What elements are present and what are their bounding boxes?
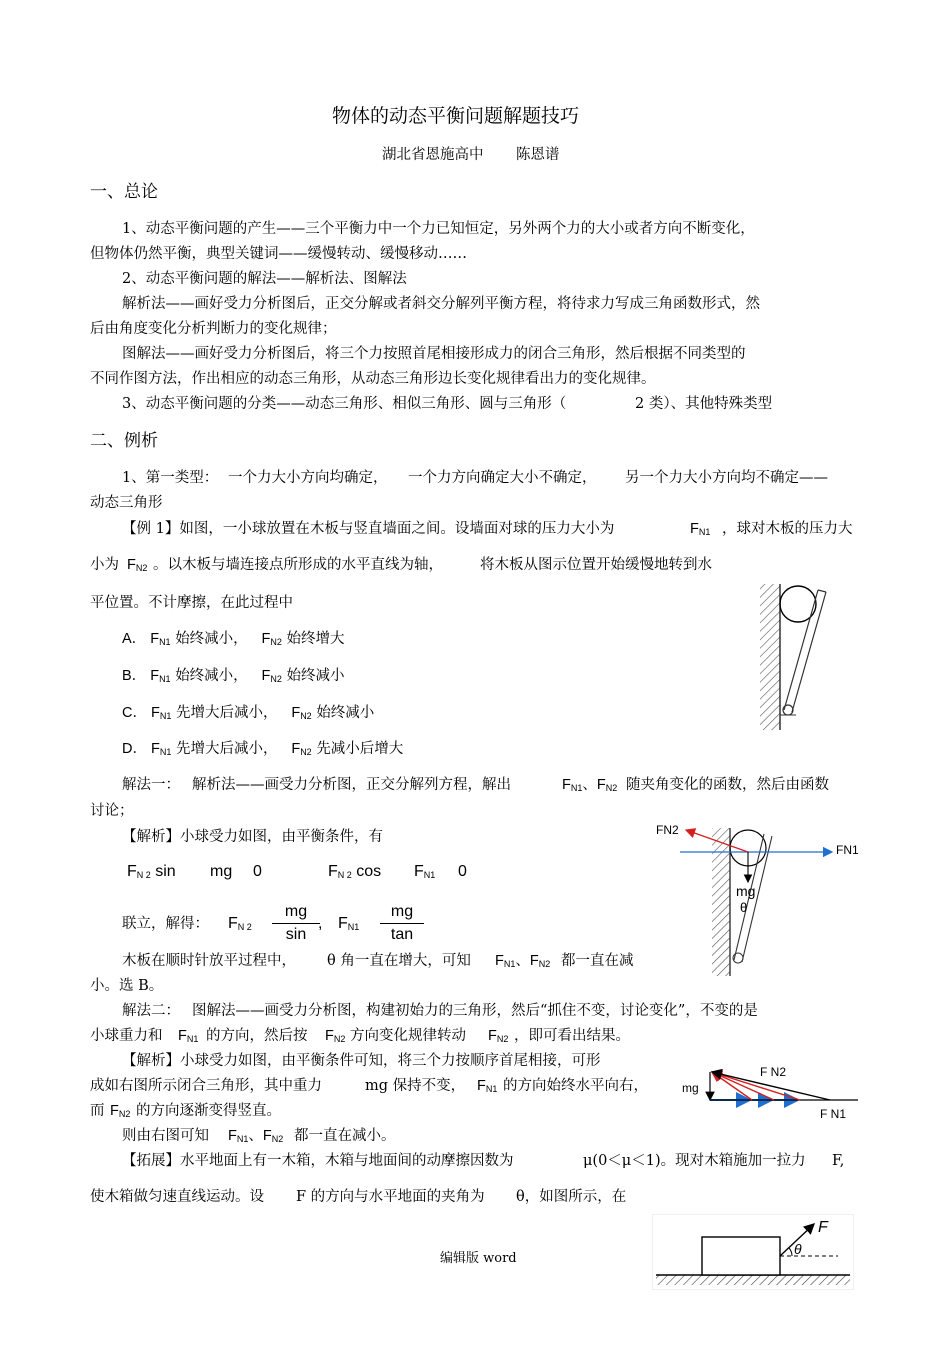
extension-text: F 的方向与水平地面的夹角为 [296,1189,485,1205]
solution-text: 解析法——画受力分析图，正交分解列方程，解出 [192,777,511,793]
board-edge [818,590,826,592]
angle-arc [789,1248,792,1256]
type-text: 另一个力大小方向均不确定—— [625,470,828,486]
ground-hatching [656,1275,850,1285]
board-edge [742,836,772,962]
analysis-text: 的方向始终水平向右， [503,1078,648,1094]
symbol-fn1: $F_{N1}$ [477,1078,498,1094]
equation-vertical: $F_{N 2}$ sin [127,863,176,880]
analysis-text: 而 [90,1103,105,1119]
result-fn1-symbol: $F_{N1}$ [338,915,360,932]
symbol-fn2: $F_{N2}$ [127,557,148,573]
wall-hatching [760,584,780,730]
analysis-text: 成如右图所示闭合三角形，其中重力 [90,1078,322,1094]
equation-horizontal: $F_{N 2}$ cos [328,863,382,880]
analysis-text: 的方向逐渐变得竖直。 [136,1103,281,1119]
section-heading-examples: 二、例析 [90,431,158,451]
symbol-fn2: $F_{N2}$ [325,1028,346,1044]
label-fn2: F N2 [760,1065,787,1079]
example-text: 平位置。不计摩擦，在此过程中 [90,595,293,611]
figure-force-triangle [680,1058,870,1124]
label-f: F [818,1219,828,1236]
solution-text: 小球重力和 [90,1028,163,1044]
paragraph: 后由角度变化分析判断力的变化规律； [90,321,337,337]
analysis-text: mg 保持不变， [365,1078,466,1094]
paragraph: 2 类）、其他特殊类型 [635,396,773,412]
solution-text: 的方向，然后按 [206,1028,308,1044]
symbols-fn1-fn2: $F_{N1}$、$F_{N2}$ [495,953,551,969]
analysis-text: 【解析】小球受力如图，由平衡条件可知，将三个力按顺序首尾相接，可形 [122,1053,601,1069]
option-d: D． $F_{N1}$ 先增大后减小， $F_{N2}$ 先减小后增大 [122,741,404,757]
symbol-fn1: $F_{N1}$ [178,1028,199,1044]
analysis-text: 【解析】小球受力如图，由平衡条件，有 [122,829,383,845]
figure-force-diagram [652,820,862,980]
conclusion-text: 小。选 B。 [90,978,164,994]
figure-box-pull [652,1214,854,1290]
section-heading-overview: 一、总论 [90,182,158,202]
label-fn2: FN2 [656,823,679,837]
option-c: C． $F_{N1}$ 先增大后减小， $F_{N2}$ 始终减小 [122,705,375,721]
fraction-fn2: mg sin [272,903,320,944]
board-edge [784,590,818,710]
type-text: 一个力方向确定大小不确定， [408,470,597,486]
option-a: A． $F_{N1}$ 始终减小， $F_{N2}$ 始终增大 [122,631,345,647]
example-text: 【例 1】如图，一小球放置在木板与竖直墙面之间。设墙面对球的压力大小为 [122,521,615,537]
symbols-fn1-fn2: $F_{N1}$、$F_{N2}$ [228,1128,284,1144]
paragraph: 图解法——画好受力分析图后，将三个力按照首尾相接形成力的闭合三角形，然后根据不同类型的 [122,346,746,362]
fraction-fn1: mg tan [380,903,424,944]
conclusion-text: 都一直在减 [561,953,634,969]
paragraph: 3、动态平衡问题的分类——动态三角形、相似三角形、圆与三角形（ [122,396,567,412]
equation-term: 0 [253,863,262,880]
conclusion-text: 木板在顺时针放平过程中， [122,953,296,969]
analysis-text: 则由右图可知 [122,1128,209,1144]
extension-text: 使木箱做匀速直线运动。设 [90,1189,264,1205]
solution-label: 解法一： [122,777,180,793]
label-theta: θ [740,900,748,915]
symbol-fn1: $F_{N1}$ [690,521,711,537]
label-theta: θ [794,1241,802,1257]
paragraph: 1、动态平衡问题的产生——三个平衡力中一个力已知恒定，另外两个力的大小或者方向不断变化， [122,221,755,237]
paragraph: 但物体仍然平衡，典型关键词——缓慢转动、缓慢移动…… [90,246,467,262]
paragraph: 不同作图方法，作出相应的动态三角形，从动态三角形边长变化规律看出力的变化规律。 [90,371,656,387]
equation-term: $F_{N1}$ [414,863,436,880]
example-text: ，球对木板的压力大 [722,521,853,537]
author-name: 陈恩谱 [516,147,560,163]
fn2-vector [712,1072,800,1100]
type-label: 1、第一类型： [122,470,219,486]
equation-term: 0 [458,863,467,880]
solution-text: 图解法——画受力分析图，构建初始力的三角形，然后“抓住不变，讨论变化”，不变的是 [192,1003,758,1019]
example-text: 小为 [90,557,119,573]
solution-text: 讨论； [90,803,134,819]
solution-text: ，即可看出结果。 [514,1028,630,1044]
label-fn1: F N1 [820,1107,847,1121]
symbol-fn2: $F_{N2}$ [110,1103,131,1119]
figure-ball-board-wall [758,582,836,734]
author-school: 湖北省恩施高中 [382,147,484,163]
symbols-fn1-fn2: $F_{N1}$、$F_{N2}$ [562,777,618,793]
conclusion-text: θ 角一直在增大，可知 [327,953,471,969]
label-fn1: FN1 [836,843,859,857]
solution-text: 随夹角变化的函数，然后由函数 [626,777,829,793]
result-fn2-symbol: $F_{N 2}$ [228,915,252,932]
solution-label: 解法二： [122,1003,180,1019]
page-title: 物体的动态平衡问题解题技巧 [332,105,580,127]
label-mg: mg [682,1081,699,1095]
comma: , [318,915,323,932]
paragraph: 2、动态平衡问题的解法——解析法、图解法 [122,271,407,287]
label-mg: mg [736,883,756,899]
example-text: 。以木板与墙连接点所形成的水平直线为轴， [153,557,443,573]
solve-label: 联立，解得： [122,916,209,932]
extension-text: 【拓展】水平地面上有一木箱，木箱与地面间的动摩擦因数为 [122,1153,514,1169]
equation-term: mg [210,863,233,880]
analysis-text: 都一直在减小。 [294,1128,396,1144]
page-footer: 编辑版 word [440,1251,517,1266]
extension-text: θ，如图所示，在 [516,1189,627,1205]
wooden-box [702,1237,780,1275]
wall-hatching [712,828,730,976]
symbol-fn2: $F_{N2}$ [488,1028,509,1044]
type-text: 动态三角形 [90,495,163,511]
option-b: B． $F_{N1}$ 始终减小， $F_{N2}$ 始终减小 [122,668,345,684]
example-text: 将木板从图示位置开始缓慢地转到水 [480,557,712,573]
extension-text: μ(0＜μ＜1)。现对木箱施加一拉力 [583,1153,806,1169]
type-text: 一个力大小方向均确定， [228,470,388,486]
solution-text: 方向变化规律转动 [350,1028,466,1044]
extension-text: F, [832,1153,845,1169]
board-edge [792,592,826,712]
paragraph: 解析法——画好受力分析图后，正交分解或者斜交分解列平衡方程，将待求力写成三角函数形式，然 [122,296,760,312]
